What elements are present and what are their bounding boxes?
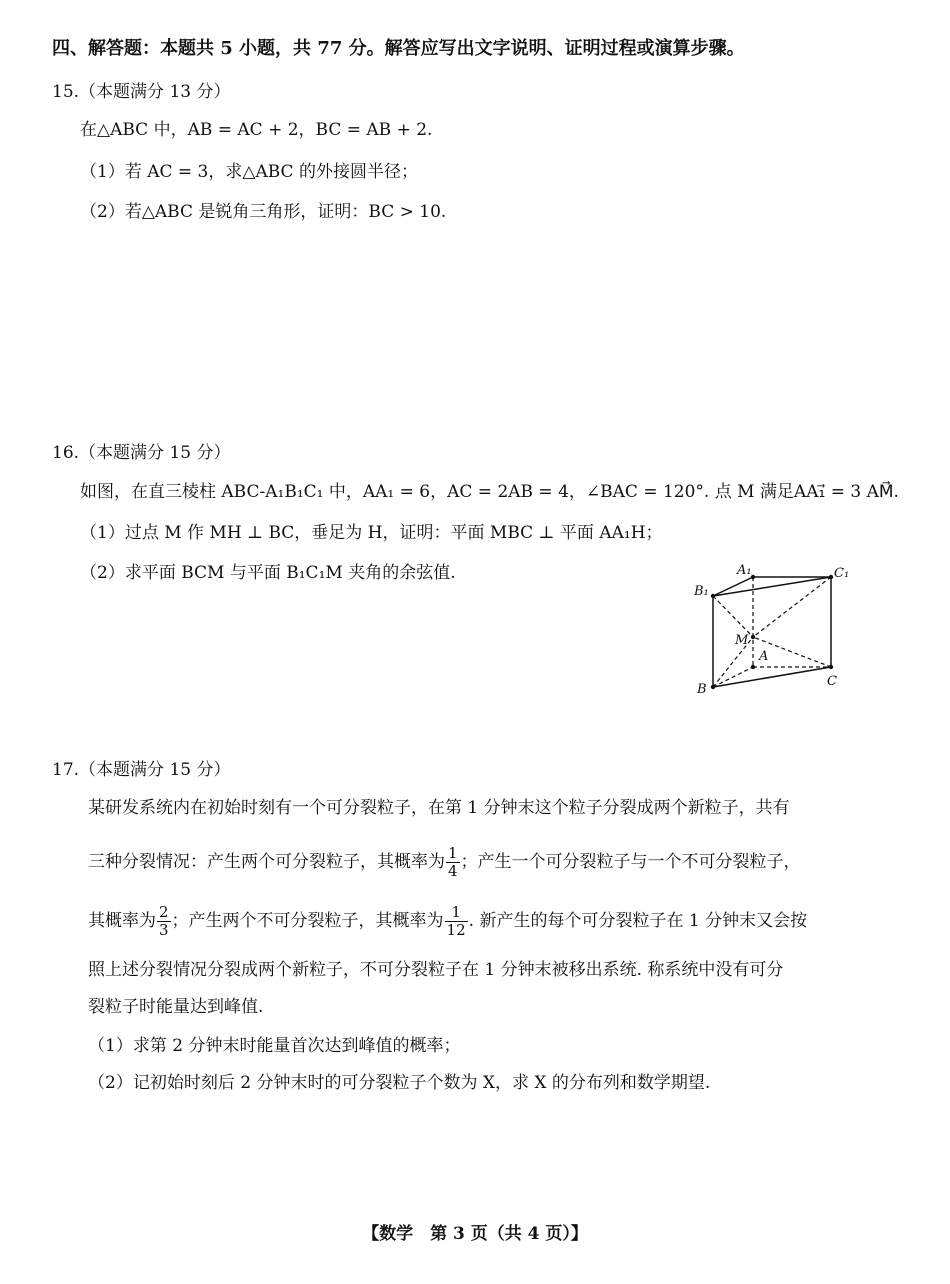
q17-line3-a: 其概率为 [88,911,156,931]
prism-figure [685,560,855,700]
q16-title: 16.（本题满分 15 分） [52,443,231,463]
vertex-a [751,665,755,669]
label-c1: C₁ [834,566,850,581]
q16-part2: （2）求平面 BCM 与平面 B₁C₁M 夹角的余弦值. [80,563,456,583]
q16-stem: 如图，在直三棱柱 ABC-A₁B₁C₁ 中，AA₁ = 6，AC = 2AB = 4，∠BAC = 120°. 点 M 满足AA₁⃗ = 3 AM⃗. [80,482,899,502]
label-a: A [759,649,769,664]
q17-line1: 某研发系统内在初始时刻有一个可分裂粒子，在第 1 分钟末这个粒子分裂成两个新粒子，共有 [88,798,790,818]
label-a1: A₁ [737,563,752,578]
edge-b1-m [713,596,753,637]
fraction-two-thirds: $\frac{2}{3}$ [159,903,169,939]
q15-title: 15.（本题满分 13 分） [52,82,231,102]
label-b1: B₁ [694,584,709,599]
vertex-c1 [829,575,833,579]
page-footer: 【数学 第 3 页（共 4 页）】 [362,1224,588,1244]
label-c: C [827,674,837,689]
q17-title: 17.（本题满分 15 分） [52,760,231,780]
q17-line2 [88,845,801,880]
vertex-b1 [711,594,715,598]
q17-line3-c: . 新产生的每个可分裂粒子在 1 分钟末又会按 [468,911,808,931]
edge-b1-c1 [713,577,831,596]
q17-part2: （2）记初始时刻后 2 分钟末时的可分裂粒子个数为 X，求 X 的分布列和数学期望. [88,1073,711,1093]
q17-line5: 裂粒子时能量达到峰值. [88,997,264,1017]
section-heading: 四、解答题：本题共 5 小题，共 77 分。解答应写出文字说明、证明过程或演算步骤。 [52,38,745,59]
vertex-m [751,635,755,639]
edge-c1-m [753,577,831,637]
q15-part1: （1）若 AC = 3，求△ABC 的外接圆半径； [80,162,418,182]
vertex-c [829,665,833,669]
edge-b-c [713,667,831,687]
fraction-one-twelfth: $\frac{1}{12}$ [446,903,466,939]
q17-line4: 照上述分裂情况分裂成两个新粒子，不可分裂粒子在 1 分钟末被移出系统. 称系统中没有可分 [88,960,784,980]
q15-part2: （2）若△ABC 是锐角三角形，证明：BC > 10. [80,202,447,222]
q17-line3 [88,904,807,939]
q17-line3-b: ；产生两个不可分裂粒子，其概率为 [171,911,444,931]
label-m: M [735,633,749,648]
label-b: B [697,682,707,697]
q17-part1: （1）求第 2 分钟末时能量首次达到峰值的概率； [88,1036,461,1056]
q16-part1: （1）过点 M 作 MH ⊥ BC，垂足为 H，证明：平面 MBC ⊥ 平面 AA₁H； [80,523,663,543]
fraction-one-quarter: $\frac{1}{4}$ [448,844,458,880]
q17-line2-a: 三种分裂情况：产生两个可分裂粒子，其概率为 [88,852,445,872]
q15-stem: 在△ABC 中，AB = AC + 2，BC = AB + 2. [80,120,433,140]
q17-line2-b: ；产生一个可分裂粒子与一个不可分裂粒子， [460,852,801,872]
vertex-b [711,685,715,689]
